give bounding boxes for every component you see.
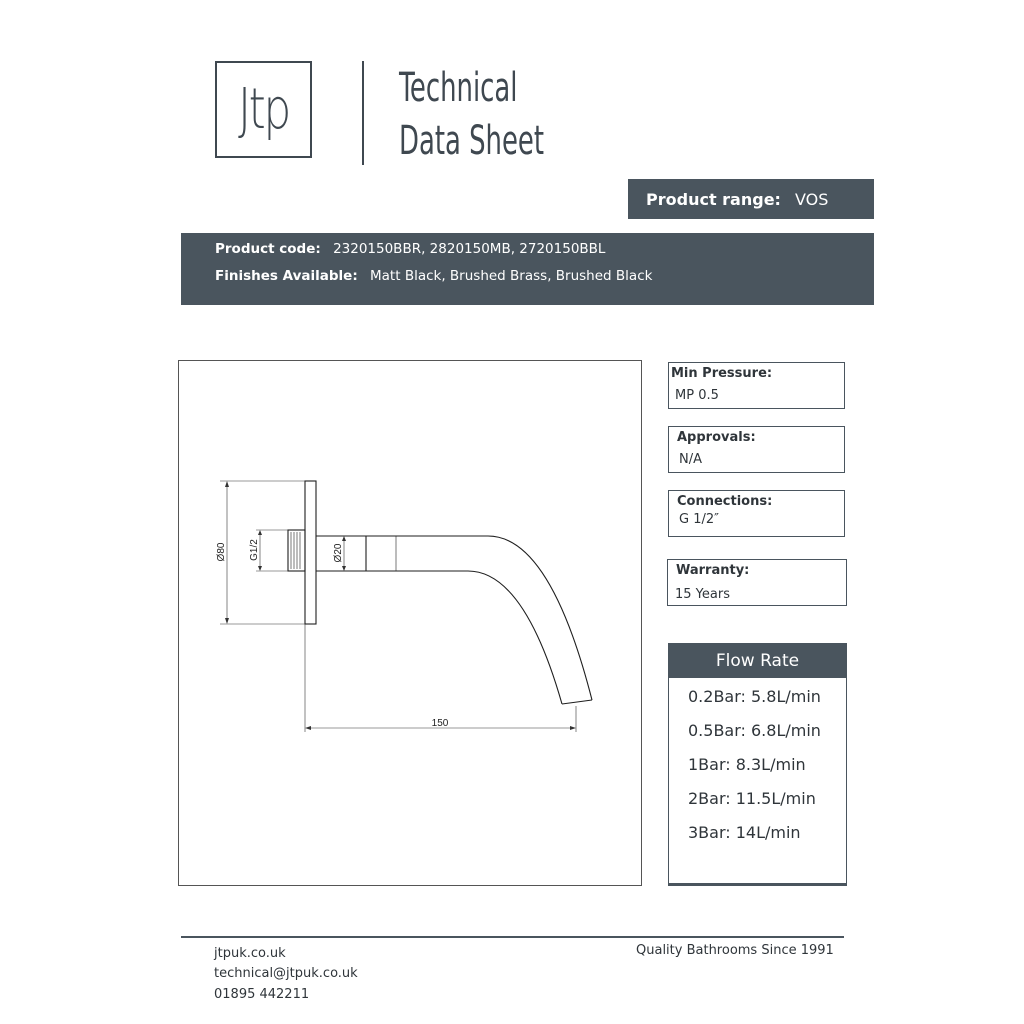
- min-pressure-box: [668, 362, 845, 409]
- approvals-label: Approvals:: [677, 430, 756, 445]
- connections-value: G 1/2″: [679, 512, 719, 527]
- footer-tagline: Quality Bathrooms Since 1991: [636, 943, 834, 958]
- dim-spout-length: 150: [431, 718, 449, 729]
- footer-divider: [181, 936, 844, 938]
- flow-rate-panel: [668, 643, 847, 886]
- dim-plate-diameter: Ø80: [216, 542, 227, 562]
- warranty-box: [667, 559, 847, 606]
- footer-phone: 01895 442211: [214, 987, 310, 1002]
- footer-website-link[interactable]: jtpuk.co.uk: [214, 946, 286, 961]
- technical-drawing: [178, 360, 642, 886]
- connections-box: [668, 490, 845, 537]
- dim-thread-size: G1/2: [249, 539, 260, 561]
- product-range-bar: [628, 179, 874, 219]
- product-code-label: Product code:: [215, 241, 321, 257]
- approvals-value: N/A: [679, 452, 702, 467]
- min-pressure-label: Min Pressure:: [671, 366, 773, 381]
- min-pressure-value: MP 0.5: [675, 388, 719, 403]
- flow-rate-row: 0.2Bar: 5.8L/min: [688, 687, 821, 706]
- spout-top-edge: [316, 536, 592, 700]
- flow-rate-row: 3Bar: 14L/min: [688, 823, 801, 842]
- spout-outlet: [562, 700, 592, 704]
- warranty-label: Warranty:: [676, 563, 750, 578]
- flow-rate-row: 2Bar: 11.5L/min: [688, 789, 816, 808]
- product-info-bar: [181, 233, 874, 305]
- flow-rate-title: Flow Rate: [669, 644, 846, 678]
- flow-rate-row: 1Bar: 8.3L/min: [688, 755, 806, 774]
- connections-label: Connections:: [677, 494, 773, 509]
- threaded-connector: [288, 530, 305, 571]
- finishes-line: [215, 268, 652, 284]
- dim-pipe-diameter: Ø20: [333, 543, 344, 563]
- page-title-line-1: Technical: [399, 65, 518, 111]
- page-title-line-2: Data Sheet: [399, 118, 545, 164]
- footer-email-link[interactable]: technical@jtpuk.co.uk: [214, 966, 358, 981]
- product-code-line: [215, 241, 605, 257]
- product-code-value: 2320150BBR, 2820150MB, 2720150BBL: [333, 241, 606, 257]
- header-divider: [362, 61, 364, 165]
- thread-lines: [291, 532, 300, 569]
- product-range-label: Product range:: [646, 189, 781, 209]
- product-range-value: VOS: [794, 189, 829, 209]
- finishes-label: Finishes Available:: [215, 268, 358, 284]
- finishes-value: Matt Black, Brushed Brass, Brushed Black: [370, 268, 653, 284]
- logo: Jtp: [238, 76, 289, 142]
- wall-plate: [305, 481, 316, 624]
- spout-bottom-edge: [316, 571, 562, 704]
- warranty-value: 15 Years: [675, 587, 730, 602]
- approvals-box: [668, 426, 845, 473]
- flow-rate-row: 0.5Bar: 6.8L/min: [688, 721, 821, 740]
